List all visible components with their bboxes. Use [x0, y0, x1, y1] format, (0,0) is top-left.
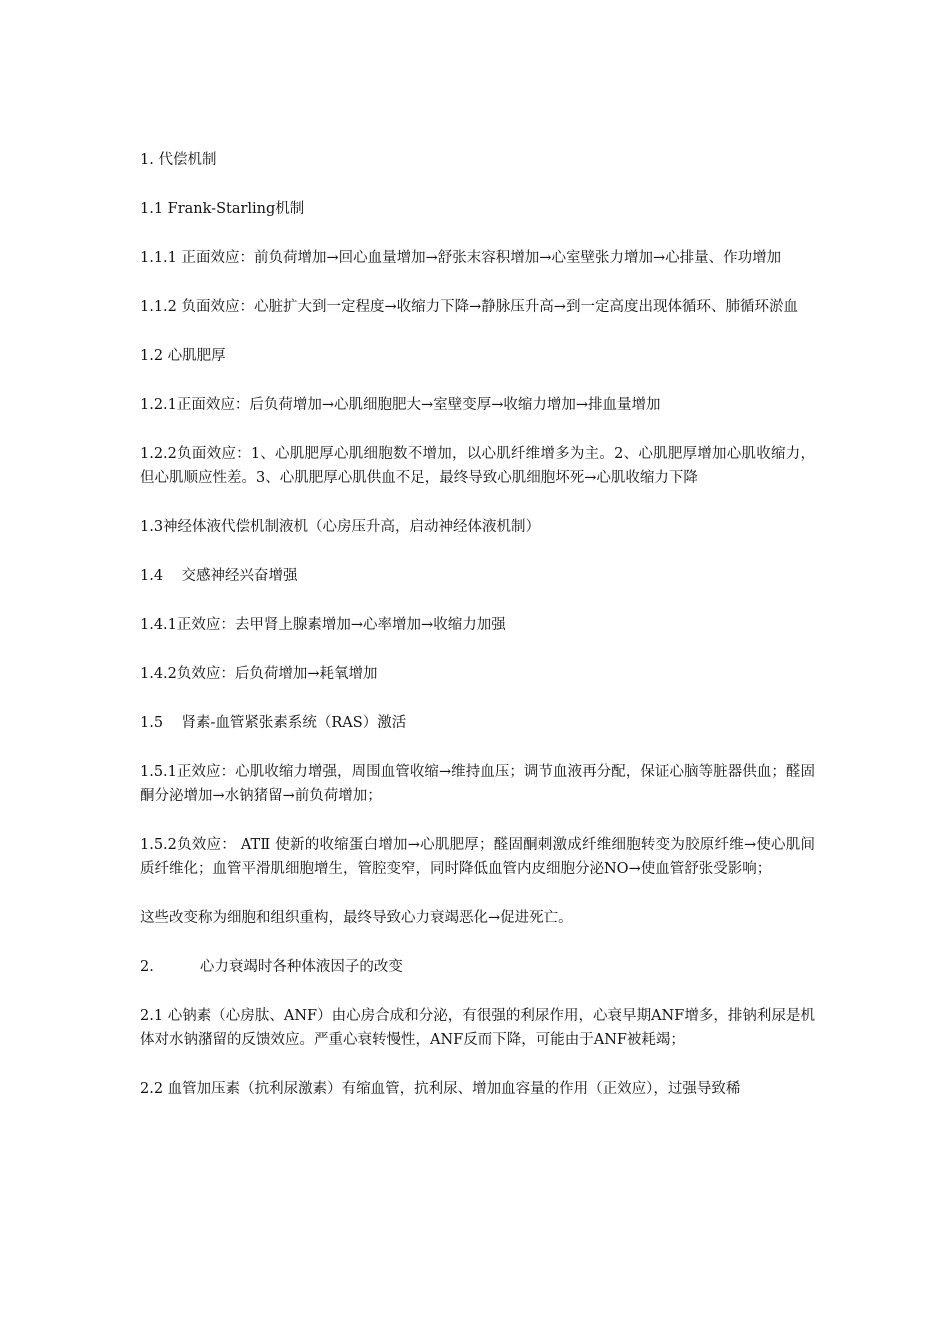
heading-frank-starling: 1.1 Frank-Starling机制	[140, 201, 305, 217]
paragraph-1-1-1: 1.1.1 正面效应：前负荷增加→回心血量增加→舒张末容积增加→心室壁张力增加→心排量、作功增加	[140, 250, 782, 266]
paragraph-1-5-1: 1.5.1正效应：心肌收缩力增强，周围血管收缩→维持血压；调节血液再分配，保证心脑等脏器供血；醛固酮分泌增加→水钠猪留→前负荷增加；	[140, 764, 815, 804]
paragraph-1-5-2: 1.5.2负效应： ATⅡ 使新的收缩蛋白增加→心肌肥厚；醛固酮刺激成纤维细胞转变为胶原纤维→使心肌间质纤维化；血管平滑肌细胞增生，管腔变窄，同时降低血管内皮细胞分泌NO→使血管舒张受影响；	[140, 837, 815, 877]
paragraph-remodeling: 这些改变称为细胞和组织重构，最终导致心力衰竭恶化→促进死亡。	[140, 910, 573, 926]
document-body	[140, 148, 815, 1126]
paragraph-2-1: 2.1 心钠素（心房肽、ANF）由心房合成和分泌，有很强的利尿作用，心衰早期ANF增多，排钠利尿是机体对水钠潴留的反馈效应。严重心衰转慢性，ANF反而下降，可能由于ANF被耗竭；	[140, 1008, 815, 1048]
paragraph-1-2-2: 1.2.2负面效应：1、心肌肥厚心肌细胞数不增加，以心肌纤维增多为主。2、心肌肥厚增加心肌收缩力，但心肌顺应性差。3、心肌肥厚心肌供血不足，最终导致心肌细胞坏死→心肌收缩力下降	[140, 446, 815, 486]
paragraph-1-4-2: 1.4.2负效应：后负荷增加→耗氧增加	[140, 666, 378, 682]
heading-neurohumoral: 1.3神经体液代偿机制液机（心房压升高，启动神经体液机制）	[140, 519, 541, 535]
heading-sympathetic: 1.4 交感神经兴奋增强	[140, 568, 298, 584]
paragraph-1-4-1: 1.4.1正效应：去甲肾上腺素增加→心率增加→收缩力加强	[140, 617, 506, 633]
heading-ras: 1.5 肾素-血管紧张素系统（RAS）激活	[140, 715, 407, 731]
heading-compensation-mechanism: 1. 代偿机制	[140, 152, 217, 168]
heading-myocardial-hypertrophy: 1.2 心肌肥厚	[140, 348, 226, 364]
paragraph-1-2-1: 1.2.1正面效应：后负荷增加→心肌细胞肥大→室壁变厚→收缩力增加→排血量增加	[140, 397, 661, 413]
heading-humoral-factors: 2. 心力衰竭时各种体液因子的改变	[140, 959, 403, 975]
paragraph-2-2: 2.2 血管加压素（抗利尿激素）有缩血管，抗利尿、增加血容量的作用（正效应），过强导致稀	[140, 1081, 741, 1097]
paragraph-1-1-2: 1.1.2 负面效应：心脏扩大到一定程度→收缩力下降→静脉压升高→到一定高度出现体循环、肺循环淤血	[140, 299, 798, 315]
